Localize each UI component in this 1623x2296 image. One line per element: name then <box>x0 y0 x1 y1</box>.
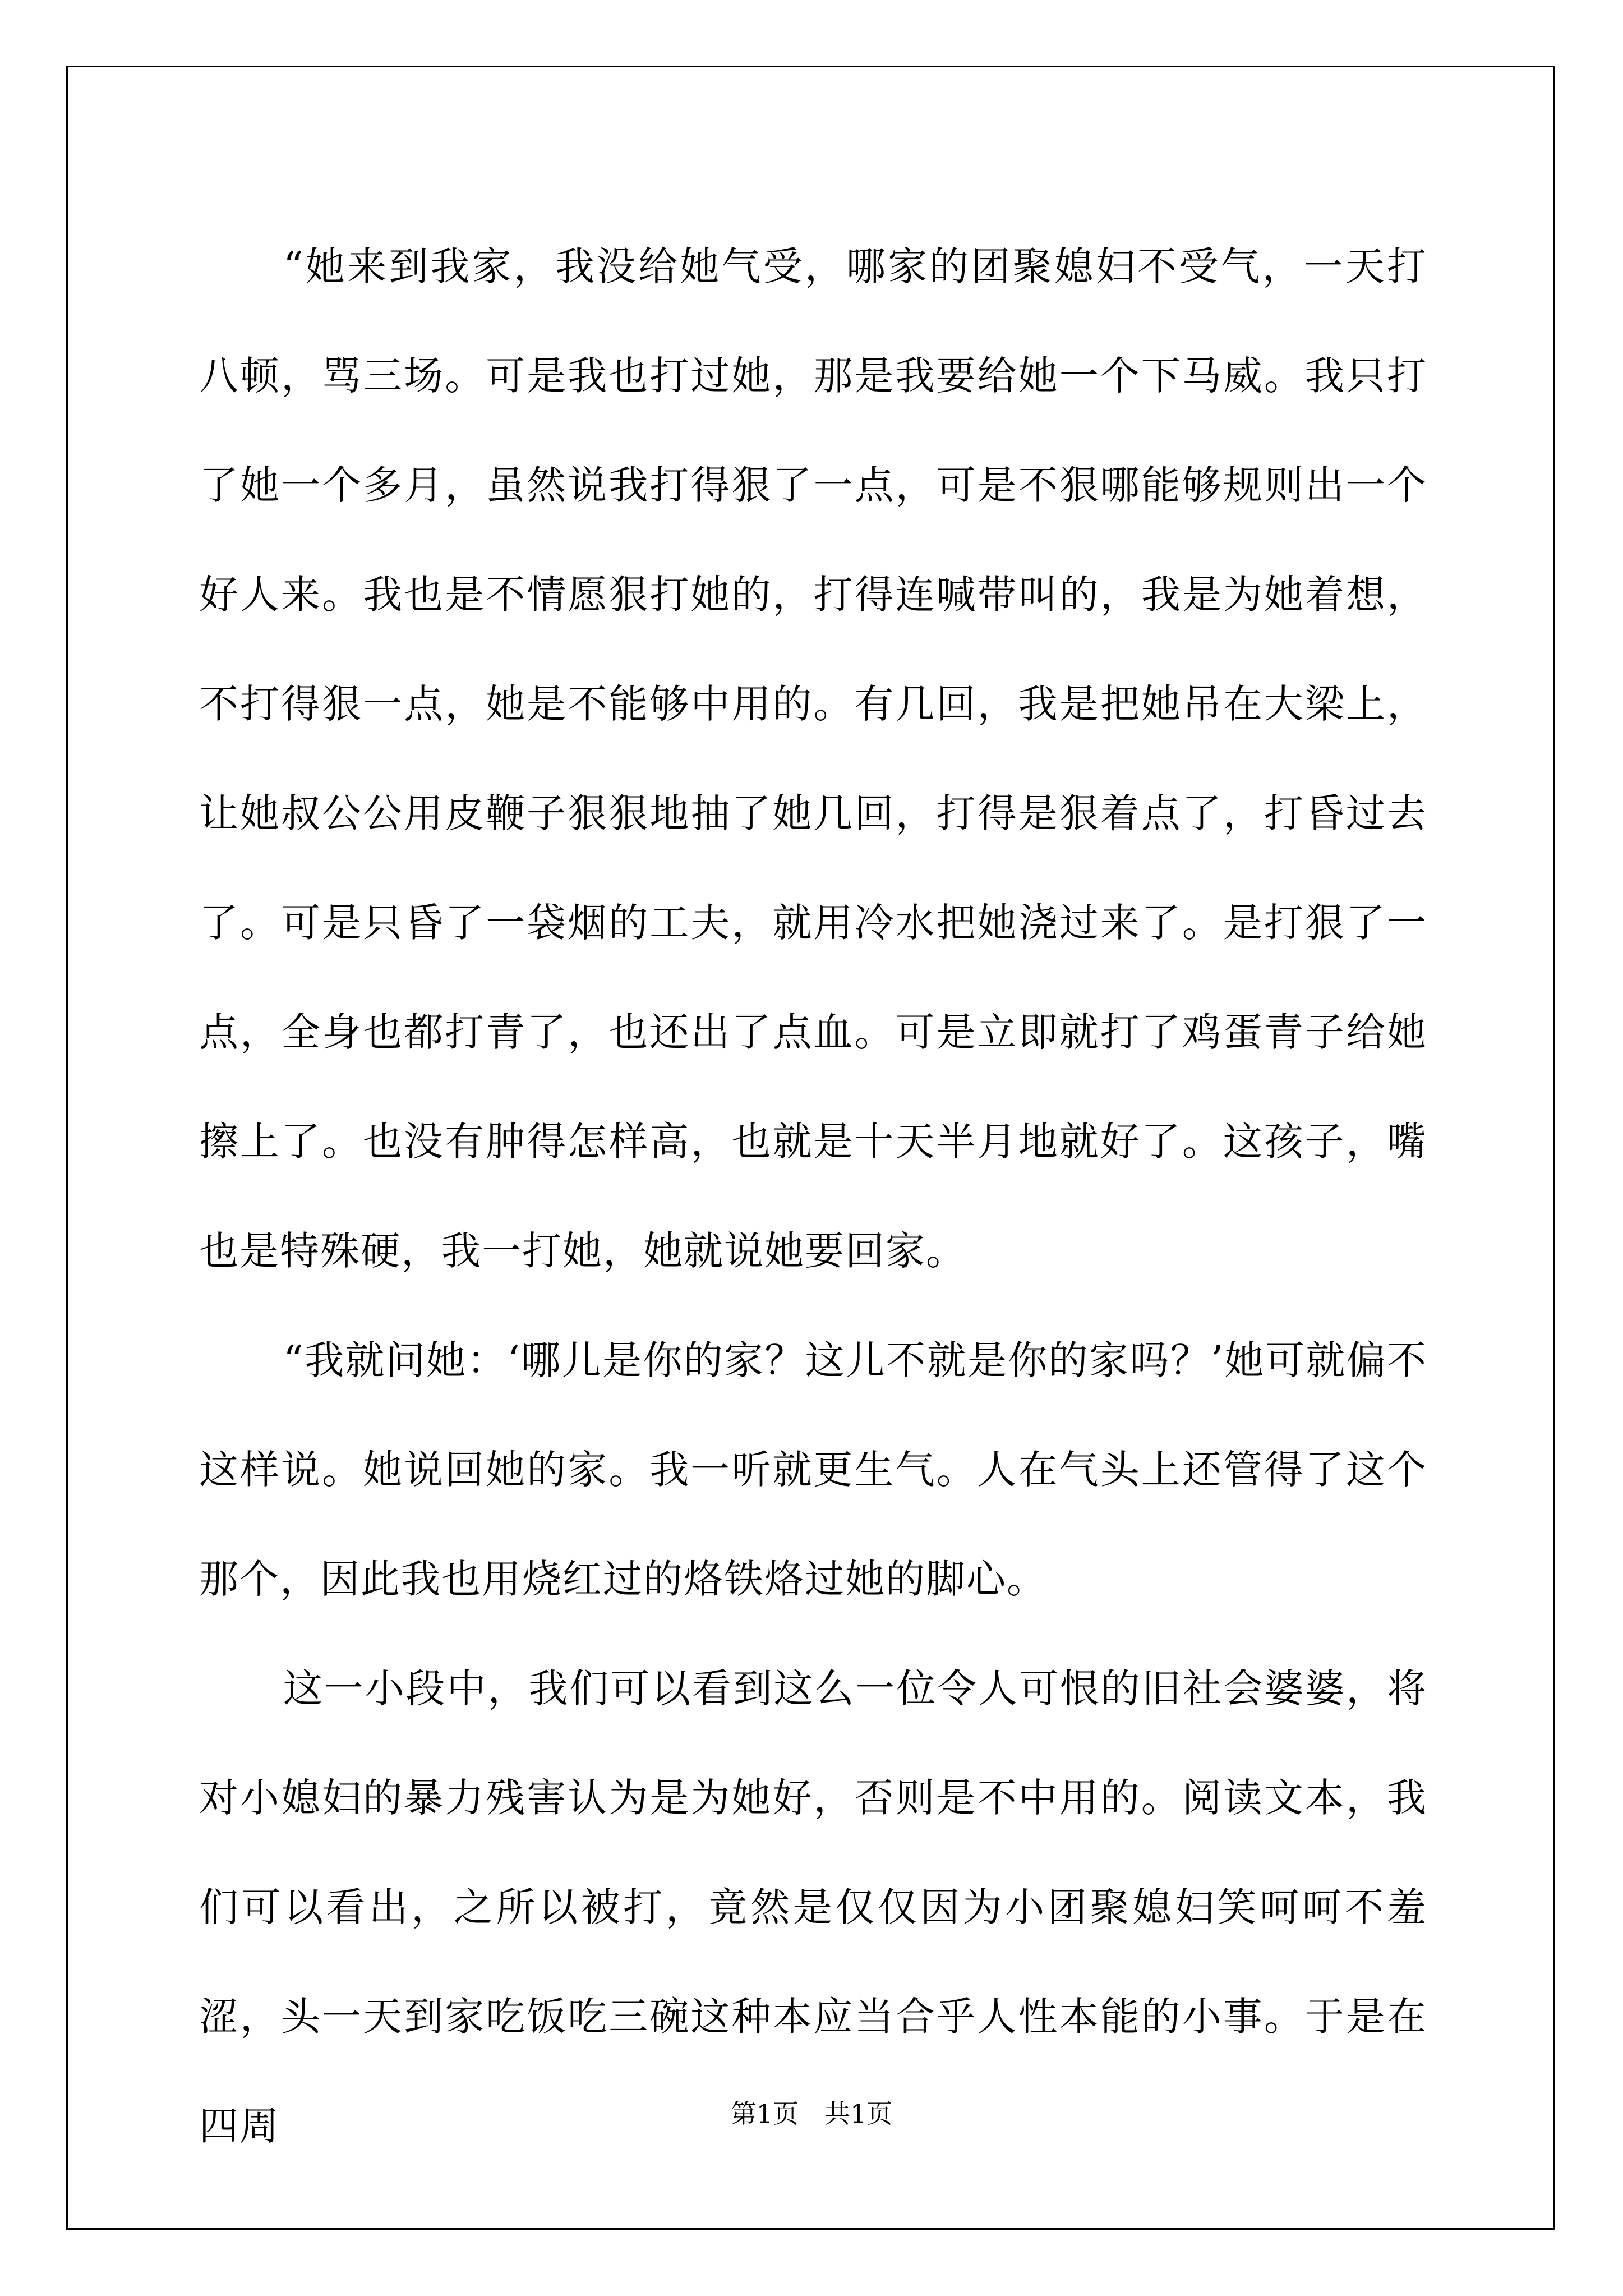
paragraph-1: “她来到我家，我没给她气受，哪家的团聚媳妇不受气，一天打八顿，骂三场。可是我也打过她，那是我要给她一个下马威。我只打了她一个多月，虽然说我打得狠了一点，可是不狠哪能够规则出一个好人来。我也是不情愿狠打她的，打得连喊带叫的，我是为她着想，不打得狠一点，她是不能够中用的。有几回，我是把她吊在大梁上，让她叔公公用皮鞭子狠狠地抽了她几回，打得是狠着点了，打昏过去了。可是只昏了一袋烟的工夫，就用冷水把她浇过来了。是打狠了一点，全身也都打青了，也还出了点血。可是立即就打了鸡蛋青子给她擦上了。也没有肿得怎样高，也就是十天半月地就好了。这孩子，嘴也是特殊硬，我一打她，她就说她要回家。 <box>199 243 1427 1274</box>
document-body <box>199 212 1427 2181</box>
page-footer: 第1页 共1页 <box>730 2099 893 2129</box>
paragraph-2: “我就问她：‘哪儿是你的家？这儿不就是你的家吗？’她可就偏不这样说。她说回她的家。我一听就更生气。人在气头上还管得了这个那个，因此我也用烧红过的烙铁烙过她的脚心。 <box>199 1337 1427 1602</box>
paragraph-3: 这一小段中，我们可以看到这么一位令人可恨的旧社会婆婆，将对小媳妇的暴力残害认为是为她好，否则是不中用的。阅读文本，我们可以看出，之所以被打，竟然是仅仅因为小团聚媳妇笑呵呵不羞涩，头一天到家吃饭吃三碗这种本应当合乎人性本能的小事。于是在四周 <box>199 1665 1427 2149</box>
